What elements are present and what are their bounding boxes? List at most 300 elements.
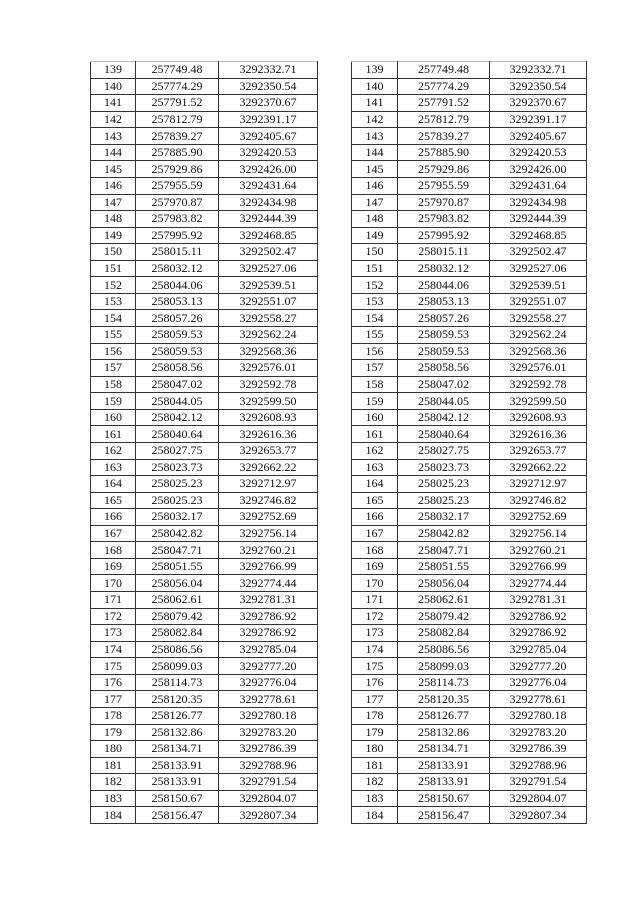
table-row (91, 691, 318, 708)
y-coordinate-cell: 3292786.92 (219, 625, 318, 642)
x-coordinate-cell: 258015.11 (398, 244, 490, 261)
table-row (91, 62, 318, 79)
table-row (352, 641, 587, 658)
point-id-cell: 169 (91, 558, 136, 575)
x-coordinate-cell: 258134.71 (136, 741, 219, 758)
point-id-cell: 173 (91, 625, 136, 642)
point-id-cell: 169 (352, 558, 398, 575)
x-coordinate-cell: 258042.82 (136, 525, 219, 542)
x-coordinate-cell: 258059.53 (136, 327, 219, 344)
point-id-cell: 170 (352, 575, 398, 592)
y-coordinate-cell: 3292712.97 (219, 476, 318, 493)
x-coordinate-cell: 258062.61 (136, 592, 219, 609)
table-row (91, 277, 318, 294)
table-row (352, 293, 587, 310)
x-coordinate-cell: 258044.06 (136, 277, 219, 294)
point-id-cell: 145 (91, 161, 136, 178)
y-coordinate-cell: 3292766.99 (219, 558, 318, 575)
point-id-cell: 164 (91, 476, 136, 493)
y-coordinate-cell: 3292370.67 (219, 95, 318, 112)
x-coordinate-cell: 257812.79 (398, 111, 490, 128)
table-row (352, 807, 587, 824)
x-coordinate-cell: 258133.91 (136, 774, 219, 791)
x-coordinate-cell: 257791.52 (398, 95, 490, 112)
table-row (91, 608, 318, 625)
y-coordinate-cell: 3292568.36 (490, 343, 587, 360)
y-coordinate-cell: 3292608.93 (490, 409, 587, 426)
y-coordinate-cell: 3292332.71 (219, 62, 318, 79)
point-id-cell: 139 (352, 62, 398, 79)
table-row (352, 177, 587, 194)
x-coordinate-cell: 258086.56 (136, 641, 219, 658)
point-id-cell: 176 (91, 674, 136, 691)
point-id-cell: 144 (91, 144, 136, 161)
y-coordinate-cell: 3292653.77 (490, 442, 587, 459)
x-coordinate-cell: 258120.35 (136, 691, 219, 708)
y-coordinate-cell: 3292551.07 (219, 293, 318, 310)
y-coordinate-cell: 3292434.98 (490, 194, 587, 211)
table-row (352, 393, 587, 410)
point-id-cell: 168 (352, 542, 398, 559)
x-coordinate-cell: 258025.23 (136, 492, 219, 509)
y-coordinate-cell: 3292791.54 (490, 774, 587, 791)
y-coordinate-cell: 3292785.04 (219, 641, 318, 658)
table-row (91, 442, 318, 459)
table-row (352, 227, 587, 244)
point-id-cell: 177 (352, 691, 398, 708)
x-coordinate-cell: 258042.12 (136, 409, 219, 426)
y-coordinate-cell: 3292783.20 (490, 724, 587, 741)
x-coordinate-cell: 258059.53 (136, 343, 219, 360)
y-coordinate-cell: 3292576.01 (490, 360, 587, 377)
point-id-cell: 184 (352, 807, 398, 824)
table-row (91, 459, 318, 476)
table-row (352, 409, 587, 426)
y-coordinate-cell: 3292786.39 (490, 741, 587, 758)
table-row (91, 376, 318, 393)
y-coordinate-cell: 3292774.44 (219, 575, 318, 592)
x-coordinate-cell: 258053.13 (398, 293, 490, 310)
y-coordinate-cell: 3292444.39 (219, 211, 318, 228)
y-coordinate-cell: 3292786.92 (490, 608, 587, 625)
y-coordinate-cell: 3292756.14 (490, 525, 587, 542)
y-coordinate-cell: 3292405.67 (490, 128, 587, 145)
table-row (352, 757, 587, 774)
table-row (91, 161, 318, 178)
point-id-cell: 140 (352, 78, 398, 95)
x-coordinate-cell: 258047.02 (136, 376, 219, 393)
point-id-cell: 174 (91, 641, 136, 658)
table-row (91, 774, 318, 791)
y-coordinate-cell: 3292780.18 (219, 707, 318, 724)
point-id-cell: 181 (352, 757, 398, 774)
point-id-cell: 178 (91, 707, 136, 724)
y-coordinate-cell: 3292444.39 (490, 211, 587, 228)
table-row (352, 459, 587, 476)
table-row (352, 674, 587, 691)
y-coordinate-cell: 3292527.06 (490, 260, 587, 277)
point-id-cell: 168 (91, 542, 136, 559)
point-id-cell: 156 (352, 343, 398, 360)
table-row (352, 625, 587, 642)
point-id-cell: 158 (352, 376, 398, 393)
table-row (91, 641, 318, 658)
x-coordinate-cell: 258134.71 (398, 741, 490, 758)
y-coordinate-cell: 3292568.36 (219, 343, 318, 360)
table-row (352, 608, 587, 625)
table-row (91, 658, 318, 675)
point-id-cell: 180 (352, 741, 398, 758)
point-id-cell: 182 (352, 774, 398, 791)
x-coordinate-cell: 258051.55 (136, 558, 219, 575)
x-coordinate-cell: 258133.91 (136, 757, 219, 774)
x-coordinate-cell: 257774.29 (136, 78, 219, 95)
point-id-cell: 144 (352, 144, 398, 161)
y-coordinate-cell: 3292786.39 (219, 741, 318, 758)
x-coordinate-cell: 258126.77 (136, 707, 219, 724)
y-coordinate-cell: 3292599.50 (219, 393, 318, 410)
table-row (91, 592, 318, 609)
x-coordinate-cell: 258044.05 (136, 393, 219, 410)
point-id-cell: 176 (352, 674, 398, 691)
y-coordinate-cell: 3292468.85 (219, 227, 318, 244)
x-coordinate-cell: 257791.52 (136, 95, 219, 112)
x-coordinate-cell: 258053.13 (136, 293, 219, 310)
point-id-cell: 156 (91, 343, 136, 360)
y-coordinate-cell: 3292420.53 (219, 144, 318, 161)
x-coordinate-cell: 258023.73 (398, 459, 490, 476)
x-coordinate-cell: 258025.23 (136, 476, 219, 493)
y-coordinate-cell: 3292391.17 (219, 111, 318, 128)
point-id-cell: 177 (91, 691, 136, 708)
point-id-cell: 155 (352, 327, 398, 344)
y-coordinate-cell: 3292405.67 (219, 128, 318, 145)
y-coordinate-cell: 3292783.20 (219, 724, 318, 741)
table-row (91, 310, 318, 327)
table-row (91, 360, 318, 377)
point-id-cell: 153 (91, 293, 136, 310)
x-coordinate-cell: 257839.27 (398, 128, 490, 145)
x-coordinate-cell: 257749.48 (136, 62, 219, 79)
table-row (91, 790, 318, 807)
point-id-cell: 154 (352, 310, 398, 327)
x-coordinate-cell: 258058.56 (136, 360, 219, 377)
table-row (91, 393, 318, 410)
y-coordinate-cell: 3292781.31 (490, 592, 587, 609)
y-coordinate-cell: 3292712.97 (490, 476, 587, 493)
x-coordinate-cell: 258027.75 (398, 442, 490, 459)
x-coordinate-cell: 257885.90 (136, 144, 219, 161)
table-row (352, 277, 587, 294)
y-coordinate-cell: 3292781.31 (219, 592, 318, 609)
x-coordinate-cell: 258114.73 (398, 674, 490, 691)
y-coordinate-cell: 3292777.20 (219, 658, 318, 675)
x-coordinate-cell: 258051.55 (398, 558, 490, 575)
x-coordinate-cell: 257885.90 (398, 144, 490, 161)
x-coordinate-cell: 258156.47 (136, 807, 219, 824)
table-row (91, 244, 318, 261)
x-coordinate-cell: 258120.35 (398, 691, 490, 708)
x-coordinate-cell: 258082.84 (398, 625, 490, 642)
y-coordinate-cell: 3292760.21 (219, 542, 318, 559)
point-id-cell: 146 (352, 177, 398, 194)
y-coordinate-cell: 3292756.14 (219, 525, 318, 542)
table-row (352, 62, 587, 79)
table-row (91, 194, 318, 211)
y-coordinate-cell: 3292778.61 (219, 691, 318, 708)
point-id-cell: 157 (352, 360, 398, 377)
x-coordinate-cell: 258150.67 (136, 790, 219, 807)
x-coordinate-cell: 258079.42 (136, 608, 219, 625)
x-coordinate-cell: 258133.91 (398, 774, 490, 791)
point-id-cell: 165 (91, 492, 136, 509)
x-coordinate-cell: 258086.56 (398, 641, 490, 658)
point-id-cell: 164 (352, 476, 398, 493)
y-coordinate-cell: 3292662.22 (490, 459, 587, 476)
table-row (91, 409, 318, 426)
y-coordinate-cell: 3292752.69 (219, 509, 318, 526)
point-id-cell: 152 (352, 277, 398, 294)
table-row (352, 144, 587, 161)
point-id-cell: 157 (91, 360, 136, 377)
point-id-cell: 149 (352, 227, 398, 244)
point-id-cell: 182 (91, 774, 136, 791)
y-coordinate-cell: 3292391.17 (490, 111, 587, 128)
x-coordinate-cell: 258132.86 (398, 724, 490, 741)
y-coordinate-cell: 3292562.24 (219, 327, 318, 344)
x-coordinate-cell: 258099.03 (136, 658, 219, 675)
y-coordinate-cell: 3292788.96 (490, 757, 587, 774)
y-coordinate-cell: 3292592.78 (490, 376, 587, 393)
table-row (91, 741, 318, 758)
point-id-cell: 167 (352, 525, 398, 542)
y-coordinate-cell: 3292370.67 (490, 95, 587, 112)
x-coordinate-cell: 258015.11 (136, 244, 219, 261)
table-row (352, 575, 587, 592)
table-row (91, 807, 318, 824)
point-id-cell: 184 (91, 807, 136, 824)
table-row (91, 327, 318, 344)
table-row (352, 774, 587, 791)
coordinate-table-left-body (91, 62, 318, 824)
x-coordinate-cell: 258056.04 (398, 575, 490, 592)
y-coordinate-cell: 3292786.92 (219, 608, 318, 625)
point-id-cell: 178 (352, 707, 398, 724)
table-row (352, 741, 587, 758)
point-id-cell: 158 (91, 376, 136, 393)
table-row (91, 177, 318, 194)
x-coordinate-cell: 257929.86 (398, 161, 490, 178)
table-row (352, 558, 587, 575)
point-id-cell: 160 (91, 409, 136, 426)
x-coordinate-cell: 258114.73 (136, 674, 219, 691)
y-coordinate-cell: 3292434.98 (219, 194, 318, 211)
y-coordinate-cell: 3292804.07 (490, 790, 587, 807)
x-coordinate-cell: 258058.56 (398, 360, 490, 377)
y-coordinate-cell: 3292426.00 (219, 161, 318, 178)
point-id-cell: 163 (352, 459, 398, 476)
y-coordinate-cell: 3292420.53 (490, 144, 587, 161)
table-row (91, 144, 318, 161)
point-id-cell: 180 (91, 741, 136, 758)
point-id-cell: 166 (91, 509, 136, 526)
x-coordinate-cell: 258027.75 (136, 442, 219, 459)
y-coordinate-cell: 3292562.24 (490, 327, 587, 344)
y-coordinate-cell: 3292746.82 (490, 492, 587, 509)
table-row (91, 343, 318, 360)
y-coordinate-cell: 3292804.07 (219, 790, 318, 807)
y-coordinate-cell: 3292468.85 (490, 227, 587, 244)
point-id-cell: 159 (352, 393, 398, 410)
table-row (352, 476, 587, 493)
table-row (352, 194, 587, 211)
x-coordinate-cell: 257995.92 (398, 227, 490, 244)
point-id-cell: 155 (91, 327, 136, 344)
table-row (91, 525, 318, 542)
table-row (91, 707, 318, 724)
x-coordinate-cell: 258133.91 (398, 757, 490, 774)
point-id-cell: 143 (352, 128, 398, 145)
point-id-cell: 162 (91, 442, 136, 459)
table-row (352, 542, 587, 559)
x-coordinate-cell: 257983.82 (398, 211, 490, 228)
point-id-cell: 174 (352, 641, 398, 658)
table-row (352, 260, 587, 277)
y-coordinate-cell: 3292431.64 (219, 177, 318, 194)
point-id-cell: 140 (91, 78, 136, 95)
table-row (352, 592, 587, 609)
table-row (91, 509, 318, 526)
table-row (91, 293, 318, 310)
y-coordinate-cell: 3292592.78 (219, 376, 318, 393)
table-row (352, 310, 587, 327)
y-coordinate-cell: 3292576.01 (219, 360, 318, 377)
point-id-cell: 173 (352, 625, 398, 642)
y-coordinate-cell: 3292653.77 (219, 442, 318, 459)
y-coordinate-cell: 3292807.34 (490, 807, 587, 824)
point-id-cell: 142 (91, 111, 136, 128)
y-coordinate-cell: 3292539.51 (490, 277, 587, 294)
point-id-cell: 150 (91, 244, 136, 261)
table-row (352, 691, 587, 708)
y-coordinate-cell: 3292502.47 (219, 244, 318, 261)
table-row (352, 161, 587, 178)
table-row (352, 509, 587, 526)
y-coordinate-cell: 3292431.64 (490, 177, 587, 194)
point-id-cell: 167 (91, 525, 136, 542)
point-id-cell: 160 (352, 409, 398, 426)
table-row (91, 211, 318, 228)
point-id-cell: 139 (91, 62, 136, 79)
x-coordinate-cell: 257955.59 (398, 177, 490, 194)
x-coordinate-cell: 258042.82 (398, 525, 490, 542)
point-id-cell: 171 (352, 592, 398, 609)
x-coordinate-cell: 257839.27 (136, 128, 219, 145)
x-coordinate-cell: 258023.73 (136, 459, 219, 476)
x-coordinate-cell: 258032.17 (398, 509, 490, 526)
table-row (352, 78, 587, 95)
x-coordinate-cell: 258132.86 (136, 724, 219, 741)
point-id-cell: 141 (91, 95, 136, 112)
y-coordinate-cell: 3292350.54 (219, 78, 318, 95)
point-id-cell: 175 (352, 658, 398, 675)
table-row (91, 111, 318, 128)
coordinate-table-right (351, 61, 587, 824)
y-coordinate-cell: 3292608.93 (219, 409, 318, 426)
point-id-cell: 170 (91, 575, 136, 592)
x-coordinate-cell: 258044.05 (398, 393, 490, 410)
table-row (91, 476, 318, 493)
coordinate-table-right-body (352, 62, 587, 824)
table-row (91, 558, 318, 575)
y-coordinate-cell: 3292350.54 (490, 78, 587, 95)
x-coordinate-cell: 258059.53 (398, 343, 490, 360)
x-coordinate-cell: 258032.12 (398, 260, 490, 277)
point-id-cell: 151 (352, 260, 398, 277)
point-id-cell: 147 (91, 194, 136, 211)
y-coordinate-cell: 3292332.71 (490, 62, 587, 79)
table-row (91, 625, 318, 642)
y-coordinate-cell: 3292616.36 (490, 426, 587, 443)
point-id-cell: 151 (91, 260, 136, 277)
table-row (91, 674, 318, 691)
x-coordinate-cell: 258059.53 (398, 327, 490, 344)
table-row (352, 707, 587, 724)
point-id-cell: 162 (352, 442, 398, 459)
y-coordinate-cell: 3292785.04 (490, 641, 587, 658)
point-id-cell: 165 (352, 492, 398, 509)
y-coordinate-cell: 3292777.20 (490, 658, 587, 675)
point-id-cell: 142 (352, 111, 398, 128)
y-coordinate-cell: 3292746.82 (219, 492, 318, 509)
x-coordinate-cell: 258040.64 (136, 426, 219, 443)
table-row (352, 211, 587, 228)
point-id-cell: 150 (352, 244, 398, 261)
table-row (91, 260, 318, 277)
point-id-cell: 181 (91, 757, 136, 774)
table-row (352, 376, 587, 393)
table-row (352, 343, 587, 360)
point-id-cell: 175 (91, 658, 136, 675)
point-id-cell: 179 (91, 724, 136, 741)
x-coordinate-cell: 258032.17 (136, 509, 219, 526)
x-coordinate-cell: 258025.23 (398, 476, 490, 493)
table-row (352, 128, 587, 145)
y-coordinate-cell: 3292776.04 (490, 674, 587, 691)
x-coordinate-cell: 258057.26 (136, 310, 219, 327)
x-coordinate-cell: 258047.71 (136, 542, 219, 559)
x-coordinate-cell: 258057.26 (398, 310, 490, 327)
point-id-cell: 183 (91, 790, 136, 807)
point-id-cell: 166 (352, 509, 398, 526)
y-coordinate-cell: 3292760.21 (490, 542, 587, 559)
table-row (91, 492, 318, 509)
table-row (352, 658, 587, 675)
table-row (352, 327, 587, 344)
table-row (352, 724, 587, 741)
x-coordinate-cell: 258047.02 (398, 376, 490, 393)
point-id-cell: 172 (352, 608, 398, 625)
point-id-cell: 145 (352, 161, 398, 178)
y-coordinate-cell: 3292599.50 (490, 393, 587, 410)
table-row (91, 227, 318, 244)
point-id-cell: 161 (352, 426, 398, 443)
y-coordinate-cell: 3292776.04 (219, 674, 318, 691)
table-row (91, 575, 318, 592)
point-id-cell: 159 (91, 393, 136, 410)
x-coordinate-cell: 258040.64 (398, 426, 490, 443)
x-coordinate-cell: 258062.61 (398, 592, 490, 609)
